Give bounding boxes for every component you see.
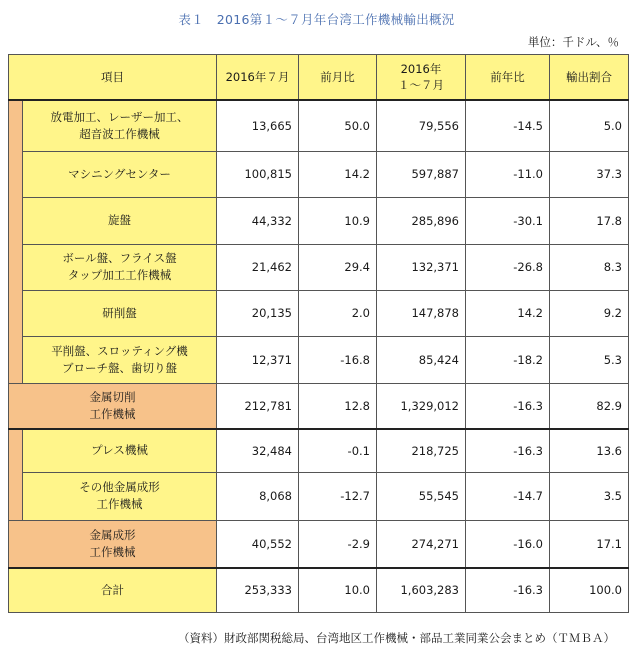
table-row — [9, 290, 629, 336]
cell-ytd: 597,887 — [377, 151, 466, 197]
cell-ytd: 285,896 — [377, 197, 466, 244]
cell-yoy: -30.1 — [466, 197, 550, 244]
header-jul: 2016年７月 — [217, 55, 299, 101]
table-row — [9, 429, 629, 472]
header-ytd-line1: 2016年 — [400, 62, 442, 76]
cell-mom: -2.9 — [299, 520, 377, 568]
subtotal-label-cutting: 金属切削 工作機械 — [9, 383, 217, 429]
row-label: マシニングセンター — [23, 151, 217, 197]
cell-ytd: 132,371 — [377, 244, 466, 290]
cell-mom: -12.7 — [299, 472, 377, 520]
cell-ytd: 79,556 — [377, 100, 466, 151]
row-label: 放電加工、レーザー加工、 超音波工作機械 — [23, 100, 217, 151]
subtotal-label-forming: 金属成形 工作機械 — [9, 520, 217, 568]
cell-ytd: 1,329,012 — [377, 383, 466, 429]
cell-share: 3.5 — [550, 472, 629, 520]
header-share: 輸出割合 — [550, 55, 629, 101]
cell-jul: 13,665 — [217, 100, 299, 151]
cell-yoy: -11.0 — [466, 151, 550, 197]
export-table — [8, 54, 629, 613]
row-label: 平削盤、スロッティング機 ブローチ盤、歯切り盤 — [23, 336, 217, 383]
row-label: 旋盤 — [23, 197, 217, 244]
cell-jul: 12,371 — [217, 336, 299, 383]
header-ytd — [377, 55, 466, 101]
cell-yoy: -14.5 — [466, 100, 550, 151]
cell-mom: 10.0 — [299, 568, 377, 612]
cell-yoy: -16.0 — [466, 520, 550, 568]
row-label: その他金属成形 工作機械 — [23, 472, 217, 520]
cell-jul: 253,333 — [217, 568, 299, 612]
cell-share: 5.0 — [550, 100, 629, 151]
row-label: 研削盤 — [23, 290, 217, 336]
row-label: ボール盤、フライス盤 タップ加工工作機械 — [23, 244, 217, 290]
cell-mom: 10.9 — [299, 197, 377, 244]
header-item: 項目 — [9, 55, 217, 101]
cell-ytd: 55,545 — [377, 472, 466, 520]
source-note: （資料）財政部関税総局、台湾地区工作機械・部品工業同業公会まとめ（ＴＭＢＡ） — [178, 631, 615, 645]
table-title: 表１ 2016第１〜７月年台湾工作機械輸出概況 — [178, 12, 455, 27]
table-row — [9, 100, 629, 151]
cell-jul: 100,815 — [217, 151, 299, 197]
cell-mom: 2.0 — [299, 290, 377, 336]
cell-yoy: -16.3 — [466, 568, 550, 612]
cell-share: 5.3 — [550, 336, 629, 383]
cell-ytd: 1,603,283 — [377, 568, 466, 612]
cell-ytd: 85,424 — [377, 336, 466, 383]
cell-yoy: -16.3 — [466, 383, 550, 429]
cell-jul: 20,135 — [217, 290, 299, 336]
cell-jul: 8,068 — [217, 472, 299, 520]
cell-ytd: 274,271 — [377, 520, 466, 568]
row-label: プレス機械 — [23, 429, 217, 472]
cell-share: 100.0 — [550, 568, 629, 612]
group-stripe-cutting — [9, 100, 23, 383]
table-row — [9, 244, 629, 290]
header-mom: 前月比 — [299, 55, 377, 101]
cell-jul: 212,781 — [217, 383, 299, 429]
cell-jul: 44,332 — [217, 197, 299, 244]
cell-share: 17.1 — [550, 520, 629, 568]
total-label: 合計 — [9, 568, 217, 612]
cell-mom: 14.2 — [299, 151, 377, 197]
cell-share: 17.8 — [550, 197, 629, 244]
cell-mom: 12.8 — [299, 383, 377, 429]
group-stripe-forming — [9, 429, 23, 520]
cell-jul: 32,484 — [217, 429, 299, 472]
cell-mom: -0.1 — [299, 429, 377, 472]
table-row — [9, 336, 629, 383]
cell-ytd: 218,725 — [377, 429, 466, 472]
cell-yoy: 14.2 — [466, 290, 550, 336]
header-row — [9, 55, 629, 101]
cell-share: 9.2 — [550, 290, 629, 336]
unit-label: 単位：千ドル、％ — [527, 35, 619, 49]
cell-share: 8.3 — [550, 244, 629, 290]
table-row — [9, 197, 629, 244]
subtotal-row — [9, 383, 629, 429]
total-row — [9, 568, 629, 612]
cell-share: 37.3 — [550, 151, 629, 197]
cell-yoy: -16.3 — [466, 429, 550, 472]
cell-jul: 40,552 — [217, 520, 299, 568]
subtotal-row — [9, 520, 629, 568]
cell-yoy: -18.2 — [466, 336, 550, 383]
cell-mom: 50.0 — [299, 100, 377, 151]
cell-yoy: -26.8 — [466, 244, 550, 290]
cell-jul: 21,462 — [217, 244, 299, 290]
cell-mom: 29.4 — [299, 244, 377, 290]
cell-ytd: 147,878 — [377, 290, 466, 336]
table-row — [9, 151, 629, 197]
cell-mom: -16.8 — [299, 336, 377, 383]
cell-yoy: -14.7 — [466, 472, 550, 520]
cell-share: 13.6 — [550, 429, 629, 472]
header-yoy: 前年比 — [466, 55, 550, 101]
header-ytd-line2: １〜７月 — [398, 78, 444, 92]
cell-share: 82.9 — [550, 383, 629, 429]
table-row — [9, 472, 629, 520]
